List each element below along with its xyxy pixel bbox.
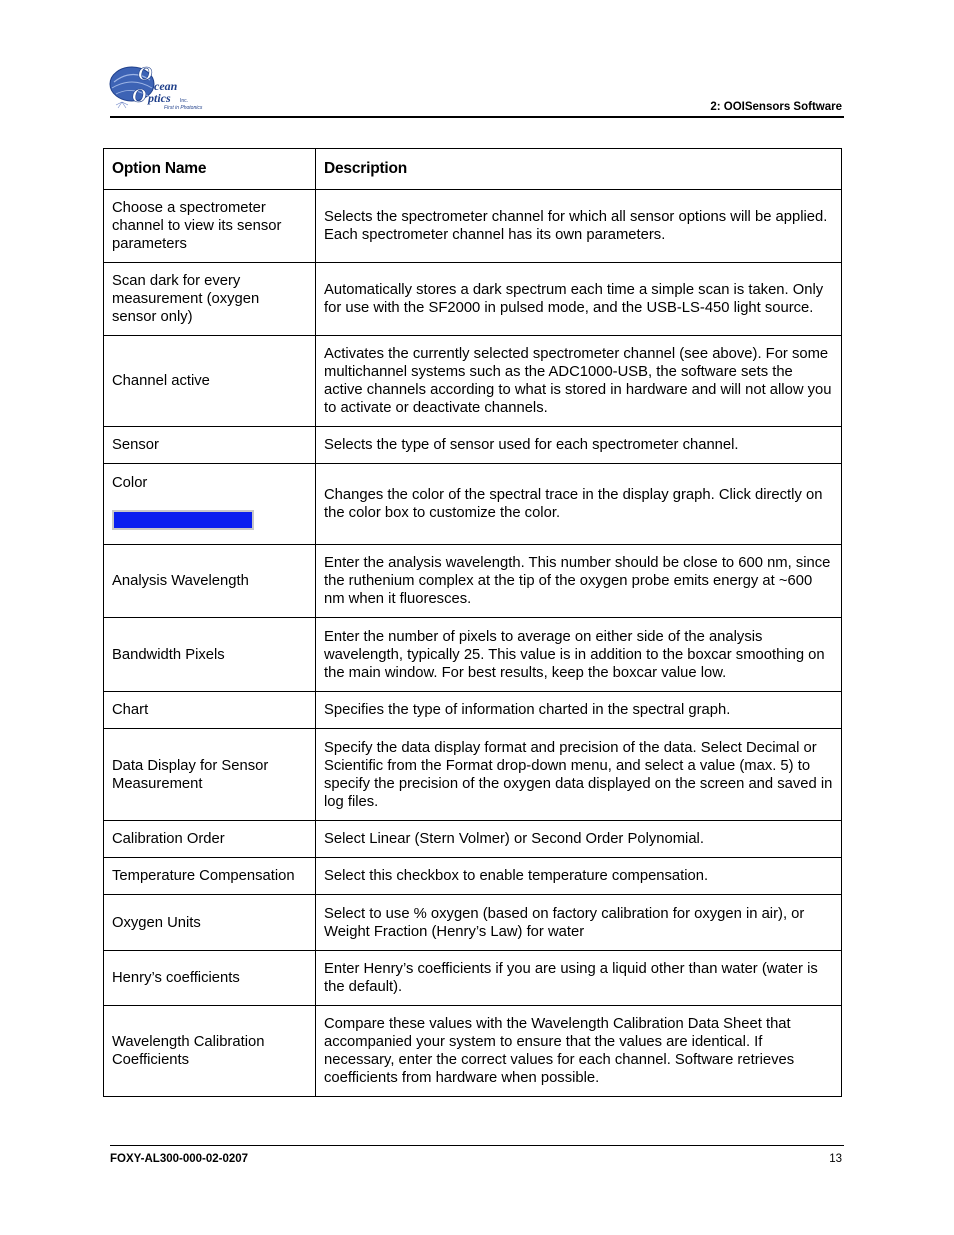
- logo-word-1: cean: [154, 79, 178, 93]
- option-name: Wavelength Calibration Coefficients: [104, 1006, 316, 1097]
- table-row: [104, 336, 842, 427]
- document-id: FOXY-AL300-000-02-0207: [110, 1153, 249, 1165]
- option-description: Automatically stores a dark spectrum each time a simple scan is taken. Only for use with the SF2000 in pulsed mode, and the USB-LS-450 light source.: [316, 263, 842, 336]
- section-title: 2: OOISensors Software: [710, 101, 842, 113]
- page-number: 13: [829, 1153, 842, 1165]
- option-name: Analysis Wavelength: [104, 545, 316, 618]
- table-row: [104, 427, 842, 464]
- option-description: Selects the type of sensor used for each spectrometer channel.: [316, 427, 842, 464]
- option-name-cell: [104, 464, 316, 545]
- column-header-description: Description: [316, 149, 842, 190]
- option-name: Bandwidth Pixels: [104, 618, 316, 692]
- footer-rule: [110, 1145, 844, 1146]
- option-description: Select this checkbox to enable temperature compensation.: [316, 858, 842, 895]
- logo-suffix: Inc.: [180, 98, 189, 104]
- option-name: Oxygen Units: [104, 895, 316, 951]
- options-table: [103, 148, 842, 1097]
- table-row: [104, 692, 842, 729]
- option-description: Select Linear (Stern Volmer) or Second Order Polynomial.: [316, 821, 842, 858]
- ocean-optics-logo: [108, 64, 226, 112]
- table-row: [104, 190, 842, 263]
- table-row: [104, 821, 842, 858]
- option-description: Select to use % oxygen (based on factory calibration for oxygen in air), or Weight Fraction (Henry’s Law) for water: [316, 895, 842, 951]
- table-row: [104, 951, 842, 1006]
- option-description: Changes the color of the spectral trace in the display graph. Click directly on the color box to customize the color.: [316, 464, 842, 545]
- option-name: Henry’s coefficients: [104, 951, 316, 1006]
- option-description: Selects the spectrometer channel for which all sensor options will be applied. Each spectrometer channel has its own parameters.: [316, 190, 842, 263]
- option-name: Channel active: [104, 336, 316, 427]
- table-row: [104, 545, 842, 618]
- option-description: Activates the currently selected spectrometer channel (see above). For some multichannel systems such as the ADC1000-USB, the software sets the active channels according to what is stored in hardware and will not allow you to activate or deactivate channels.: [316, 336, 842, 427]
- table-row: [104, 895, 842, 951]
- table-row: [104, 858, 842, 895]
- svg-text:O: O: [138, 64, 153, 85]
- table-row: [104, 1006, 842, 1097]
- option-name: Temperature Compensation: [104, 858, 316, 895]
- option-name: Scan dark for every measurement (oxygen sensor only): [104, 263, 316, 336]
- option-name: Calibration Order: [104, 821, 316, 858]
- logo-tagline: First in Photonics: [164, 105, 203, 111]
- option-description: Enter Henry’s coefficients if you are using a liquid other than water (water is the default).: [316, 951, 842, 1006]
- option-name: Choose a spectrometer channel to view its sensor parameters: [104, 190, 316, 263]
- option-name: Sensor: [104, 427, 316, 464]
- option-description: Enter the number of pixels to average on either side of the analysis wavelength, typically 25. This value is in addition to the boxcar smoothing on the main window. For best results, keep the boxcar value low.: [316, 618, 842, 692]
- table-row: [104, 464, 842, 545]
- header-rule: [110, 116, 844, 118]
- column-header-option-name: Option Name: [104, 149, 316, 190]
- option-description: Compare these values with the Wavelength Calibration Data Sheet that accompanied your system to ensure that the values are identical. If necessary, enter the correct values for each channel. Software retrieves coefficients from hardware when possible.: [316, 1006, 842, 1097]
- option-name: Chart: [104, 692, 316, 729]
- option-name: Data Display for Sensor Measurement: [104, 729, 316, 821]
- color-swatch-box[interactable]: [112, 510, 254, 530]
- table-row: [104, 729, 842, 821]
- svg-text:O: O: [132, 85, 147, 107]
- table-header-row: [104, 149, 842, 190]
- option-description: Specifies the type of information charted in the spectral graph.: [316, 692, 842, 729]
- table-row: [104, 618, 842, 692]
- table-row: [104, 263, 842, 336]
- color-option: [112, 464, 307, 544]
- logo-word-2: ptics: [148, 91, 171, 105]
- option-description: Enter the analysis wavelength. This number should be close to 600 nm, since the ruthenium complex at the tip of the oxygen probe emits energy at ~600 nm when it fluoresces.: [316, 545, 842, 618]
- option-description: Specify the data display format and precision of the data. Select Decimal or Scientific from the Format drop-down menu, and select a value (max. 5) to specify the precision of the oxygen data displayed on the screen and saved in log files.: [316, 729, 842, 821]
- option-name: Color: [112, 475, 148, 491]
